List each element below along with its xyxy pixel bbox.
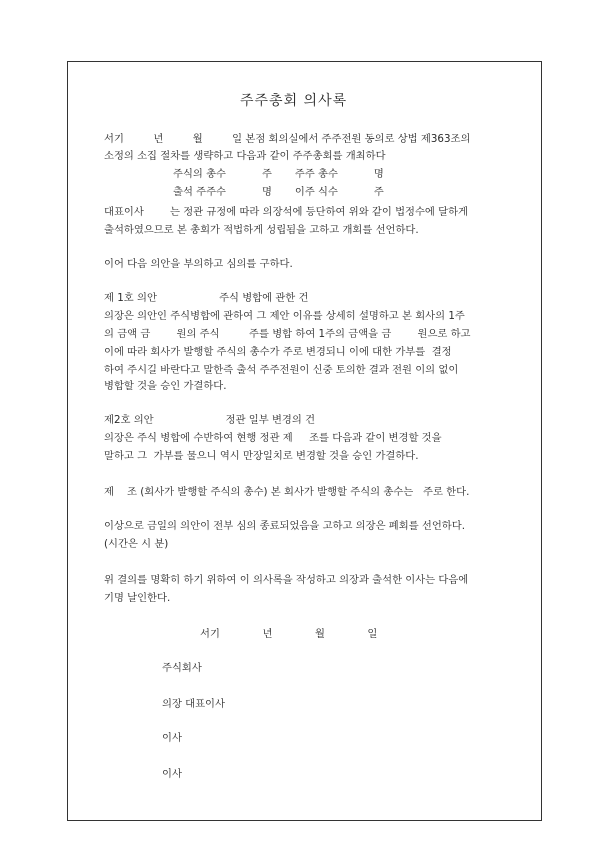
body-line: 출석 주주수 명 이주 식수 주 <box>173 186 384 198</box>
signatory-director: 이사 <box>162 768 182 780</box>
agenda-heading: 제2호 의안 정관 일부 변경의 건 <box>104 414 316 426</box>
signatory-company: 주식회사 <box>162 662 202 674</box>
signatory-chairman: 의장 대표이사 <box>162 698 225 710</box>
signatory-director: 이사 <box>162 732 182 744</box>
body-line: 대표이사 는 정관 규정에 따라 의장석에 등단하여 위와 같이 법정수에 달하게 <box>104 206 468 218</box>
document-title: 주주총회 의사록 <box>240 93 348 109</box>
body-line: 하여 주시길 바란다고 말한즉 출석 주주전원이 신중 토의한 결과 전원 이의 없이 <box>104 364 459 376</box>
body-line: 병합할 것을 승인 가결하다. <box>104 380 227 392</box>
date-line: 서기 년 월 일 <box>200 628 378 640</box>
body-line: 주식의 총수 주 주주 총수 명 <box>173 168 384 180</box>
body-line: 위 결의를 명확히 하기 위하여 이 의사록을 작성하고 의장과 출석한 이사는 다음에 <box>104 574 469 586</box>
body-line: 의장은 주식 병합에 수반하여 현행 정관 제 조를 다음과 같이 변경할 것을 <box>104 432 442 444</box>
body-line: (시간은 시 분) <box>104 538 169 550</box>
body-line: 서기 년 월 일 본점 회의실에서 주주전원 동의로 상법 제363조의 <box>104 133 471 145</box>
body-line: 이상으로 금일의 의안이 전부 심의 종료되었음을 고하고 의장은 폐회를 선언하다. <box>104 520 465 532</box>
body-line: 제 조 (회사가 발행할 주식의 총수) 본 회사가 발행할 주식의 총수는 주로 한다. <box>104 486 470 498</box>
body-line: 이에 따라 회사가 발행할 주식의 총수가 주로 변경되니 이에 대한 가부를 결정 <box>104 346 452 358</box>
agenda-heading: 제 1호 의안 주식 병합에 관한 건 <box>104 292 309 304</box>
body-line: 의장은 의안인 주식병합에 관하여 그 제안 이유를 상세히 설명하고 본 회사의 1주 <box>104 310 465 322</box>
body-line: 출석하였으므로 본 총회가 적법하게 성립됨을 고하고 개회를 선언하다. <box>104 224 419 236</box>
body-line: 기명 날인한다. <box>104 592 171 604</box>
body-line: 소정의 소집 절차를 생략하고 다음과 같이 주주총회를 개최하다 <box>104 150 386 162</box>
body-line: 의 금액 금 원의 주식 주를 병합 하여 1주의 금액을 금 원으로 하고 <box>104 328 471 340</box>
body-line: 말하고 그 가부를 물으니 역시 만장일치로 변경할 것을 승인 가결하다. <box>104 450 419 462</box>
body-line: 이어 다음 의안을 부의하고 심의를 구하다. <box>104 258 293 270</box>
